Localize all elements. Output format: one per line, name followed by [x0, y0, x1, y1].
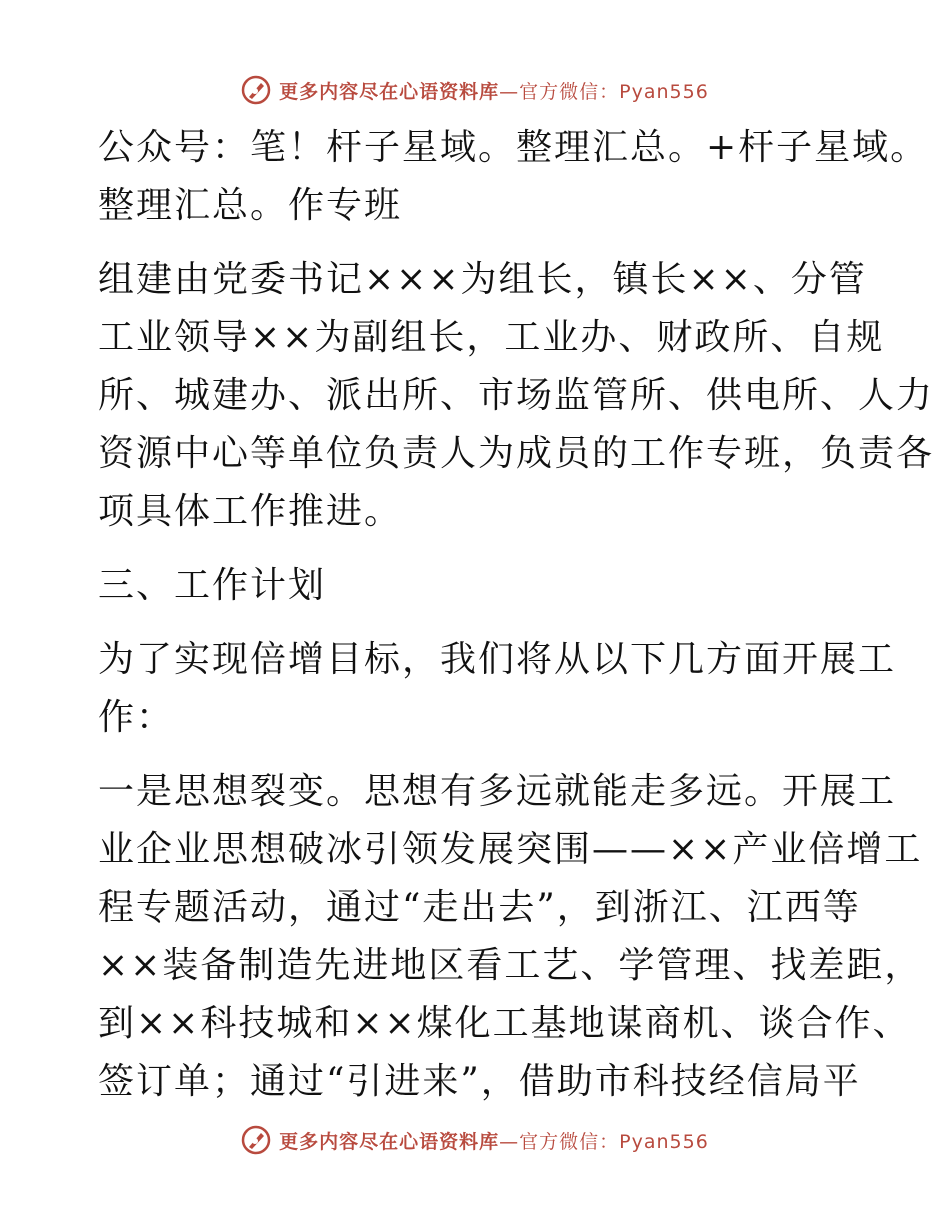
text-line: 为了实现倍增目标，我们将从以下几方面开展工	[98, 639, 897, 680]
watermark-text: 更多内容尽在心语资料库—官方微信：Pyan556	[279, 1130, 709, 1153]
watermark-header	[0, 70, 950, 110]
text-line: 到××科技城和××煤化工基地谋商机、谈合作、	[98, 1003, 911, 1044]
section-heading	[98, 557, 858, 615]
text-line: 公众号：笔！杆子星域。整理汇总。+杆子星域。	[98, 127, 929, 168]
text-line: 签订单；通过“引进来”，借助市科技经信局平	[98, 1061, 861, 1102]
paragraph	[98, 119, 929, 235]
pen-logo-icon	[241, 1125, 271, 1155]
document-body	[98, 119, 935, 1127]
watermark-footer	[0, 1120, 950, 1160]
text-line: 整理汇总。作专班	[98, 185, 403, 226]
text-line: 业企业思想破冰引领发展突围——××产业倍增工	[98, 829, 923, 870]
text-line: 程专题活动，通过“走出去”，到浙江、江西等	[98, 887, 861, 928]
text-line: 工业领导××为副组长，工业办、财政所、自规	[98, 317, 885, 358]
text-line: 资源中心等单位负责人为成员的工作专班，负责各	[98, 433, 935, 474]
paragraph	[98, 251, 935, 541]
text-line: 作：	[98, 697, 175, 738]
text-line: 项具体工作推进。	[98, 491, 403, 532]
paragraph	[98, 763, 923, 1111]
text-line: ××装备制造先进地区看工艺、学管理、找差距，	[98, 945, 923, 986]
text-line: 组建由党委书记×××为组长，镇长××、分管	[98, 259, 867, 300]
text-line: 一是思想裂变。思想有多远就能走多远。开展工	[98, 771, 897, 812]
pen-logo-icon	[241, 75, 271, 105]
paragraph	[98, 631, 897, 747]
text-line: 三、工作计划	[98, 565, 327, 606]
watermark-text: 更多内容尽在心语资料库—官方微信：Pyan556	[279, 80, 709, 103]
text-line: 所、城建办、派出所、市场监管所、供电所、人力	[98, 375, 935, 416]
